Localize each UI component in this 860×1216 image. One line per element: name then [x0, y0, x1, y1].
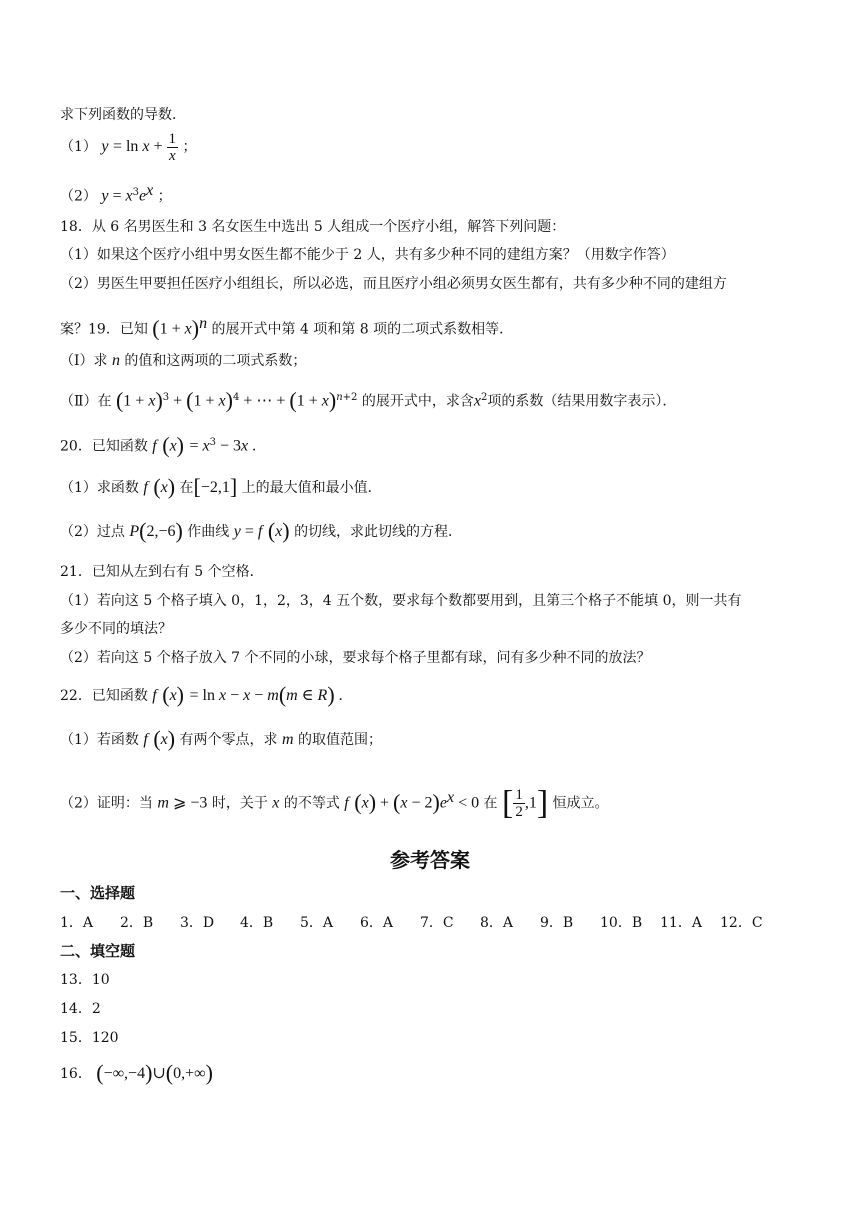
- q17-stem: 求下列函数的导数．: [60, 107, 186, 123]
- fraction-1-over-x: $\frac{1}{x}$: [168, 130, 177, 164]
- q17-part2-formula: y: [101, 187, 109, 205]
- q18-stem: 18．从 6 名男医生和 3 名女医生中选出 5 人组成一个医疗小组，解答下列问题：: [60, 219, 566, 235]
- q22-part2: （2）证明：当 m ⩾ −3 时，关于 x 的不等式 f $(x) + (x - 2)e^x < 0$ 在 [ $\frac{1}{2}$ ,1] 恒成立。: [60, 784, 609, 822]
- q17-part1-label: （1）: [60, 139, 97, 155]
- q21-part2: （2）若向这 5 个格子放入 7 个不同的小球，要求每个格子里都有球，问有多少种不同的放法？: [60, 650, 651, 666]
- answer-item: 10．B: [600, 915, 643, 931]
- q20-stem: 20．已知函数 f $(x) = x^3 - 3x$ .: [60, 432, 257, 458]
- q22-stem: 22．已知函数 f (x) = ln x − x − m(m ∈ R) .: [60, 682, 343, 707]
- answer-item: 4．B: [240, 915, 274, 931]
- q19-stem: 案？19．已知 $(1 + x)^n$ 的展开式中第 4 项和第 8 项的二项式系数相等．: [60, 315, 514, 341]
- q19-part2: （Ⅱ）在 $(1 + x)^3 + (1 + x)^4$ + ⋯ + $(1 + x)^{n+2}$ 的展开式中，求含$x^2$项的系数（结果用数字表示）．: [60, 387, 677, 413]
- q21-part1a: （1）若向这 5 个格子填入 0，1，2，3，4 五个数，要求每个数都要用到，且第三个格子不能填 0，则一共有: [60, 593, 742, 609]
- q19-part1: （Ⅰ）求 n 的值和这两项的二项式系数；: [60, 352, 307, 369]
- answer-item: 3．D: [180, 915, 215, 931]
- answer-item: 5．A: [300, 915, 334, 931]
- choice-answers: [60, 912, 780, 932]
- section-choice: 一、选择题: [60, 884, 136, 902]
- q18-part2: （2）男医生甲要担任医疗小组组长，所以必选，而且医疗小组必须男女医生都有，共有多少种不同的建组方: [60, 276, 727, 292]
- fill-answer-14: 14．2: [60, 1001, 101, 1017]
- fill-answer-15: 15．120: [60, 1030, 119, 1046]
- q18-part1: （1）如果这个医疗小组中男女医生都不能少于 2 人，共有多少种不同的建组方案？（用数字作答）: [60, 247, 675, 263]
- answer-item: 11．A: [660, 915, 702, 931]
- q17-part2-label: （2）: [60, 188, 97, 205]
- answer-item: 7．C: [420, 915, 454, 931]
- answer-item: 12．C: [720, 915, 763, 931]
- answer-item: 9．B: [540, 915, 574, 931]
- section-fill: 二、填空题: [60, 942, 136, 960]
- answer-item: 6．A: [360, 915, 394, 931]
- fill-answer-16: 16． (−∞,−4)∪(0,+∞): [60, 1060, 213, 1085]
- q17-part1-formula: y: [101, 138, 109, 155]
- fraction-1-over-2: $\frac{1}{2}$: [515, 787, 523, 821]
- q20-part2: （2）过点 P(2,−6) 作曲线 y = f (x) 的切线，求此切线的方程．: [60, 518, 463, 543]
- q17-part2: （2） $y = x^3e^x$ ；: [60, 182, 172, 205]
- answer-item: 2．B: [120, 915, 154, 931]
- q17-part1: （1） y = ln x + $\frac{1}{x}$ ；: [60, 130, 197, 164]
- answer-item: 8．A: [480, 915, 514, 931]
- q20-part1: （1）求函数 f (x) 在[−2,1] 上的最大值和最小值．: [60, 474, 382, 499]
- q22-part1: （1）若函数 f (x) 有两个零点，求 m 的取值范围；: [60, 726, 383, 751]
- q21-stem: 21．已知从左到右有 5 个空格．: [60, 564, 264, 580]
- answers-title: 参考答案: [390, 848, 470, 872]
- answer-item: 1．A: [60, 915, 94, 931]
- fill-answer-13: 13．10: [60, 972, 110, 988]
- q21-part1b: 多少不同的填法？: [60, 621, 172, 637]
